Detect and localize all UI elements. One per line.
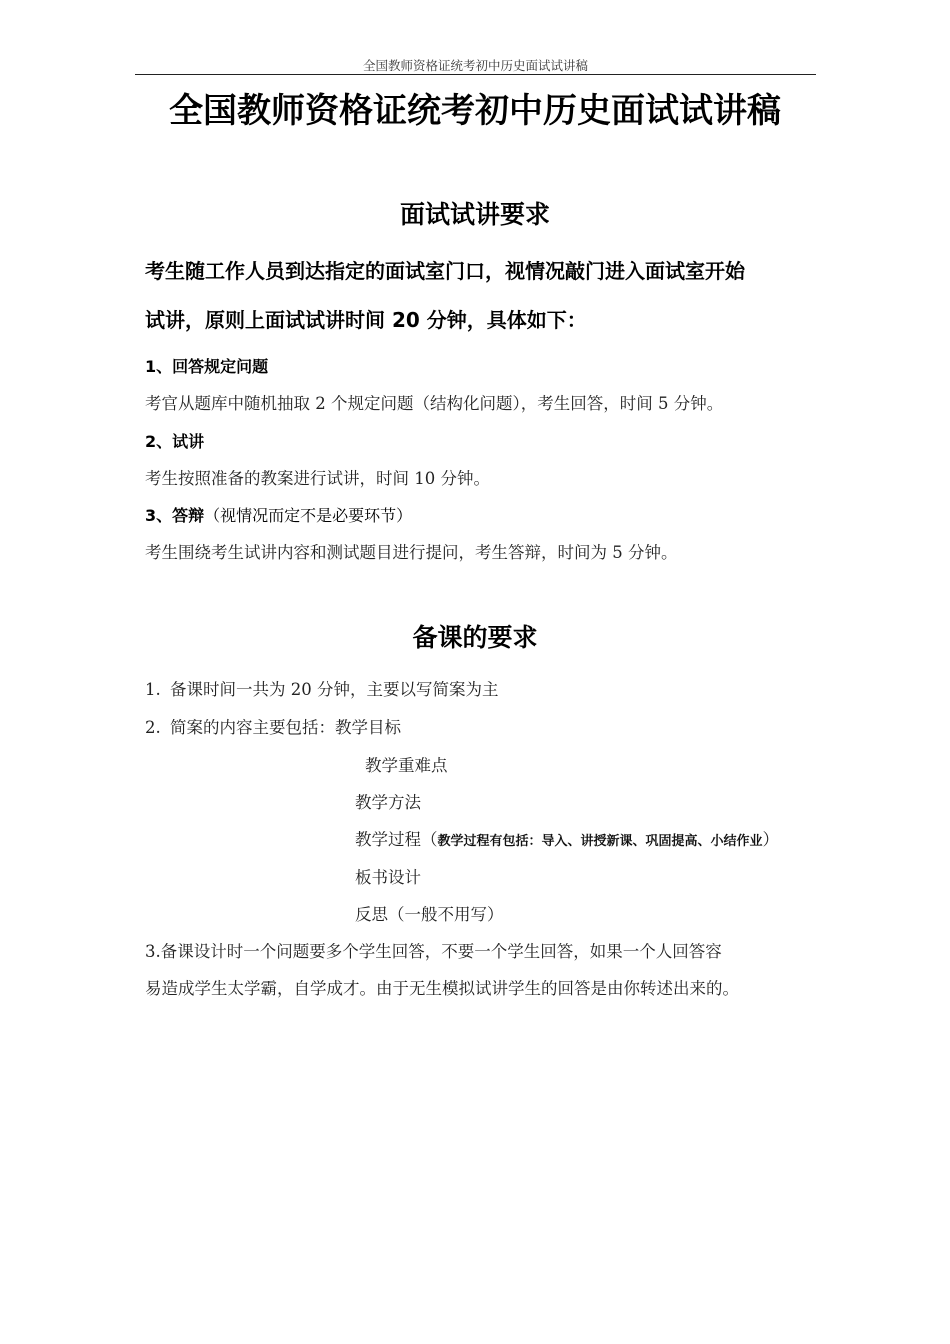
item-text-3: 考生围绕考生试讲内容和测试题目进行提问，考生答辩，时间为 5 分钟。 bbox=[145, 543, 678, 562]
item-heading-3 bbox=[145, 504, 412, 528]
section-heading-interview: 面试试讲要求 bbox=[399, 200, 550, 229]
list-number: 1. bbox=[145, 680, 161, 699]
content-item-process bbox=[355, 828, 779, 854]
process-label: 教学过程（ bbox=[355, 830, 438, 849]
running-header: 全国教师资格证统考初中历史面试试讲稿 bbox=[135, 58, 816, 75]
point-3-line-1: 3.备课设计时一个问题要多个学生回答，不要一个学生回答，如果一个人回答容 bbox=[145, 942, 722, 961]
item-heading-note: （视情况而定不是必要环节） bbox=[204, 506, 413, 525]
list-number: 2. bbox=[145, 718, 161, 737]
item-heading-1 bbox=[145, 355, 268, 379]
list-item-1 bbox=[145, 678, 499, 702]
item-heading-2 bbox=[145, 430, 204, 454]
item-heading-text: 1、回答规定问题 bbox=[145, 357, 269, 376]
item-text-1: 考官从题库中随机抽取 2 个规定问题（结构化问题），考生回答，时间 5 分钟。 bbox=[145, 394, 724, 413]
content-item-difficulty: 教学重难点 bbox=[365, 756, 448, 775]
content-item-reflection: 反思（一般不用写） bbox=[355, 905, 504, 924]
process-note: 教学过程有包括：导入、讲授新课、巩固提高、小结作业 bbox=[437, 834, 763, 849]
list-text: 备课时间一共为 20 分钟，主要以写简案为主 bbox=[170, 680, 499, 699]
intro-line-2: 试讲，原则上面试试讲时间 20 分钟，具体如下： bbox=[145, 308, 587, 332]
list-text: 简案的内容主要包括：教学目标 bbox=[170, 718, 401, 737]
content-item-method: 教学方法 bbox=[355, 793, 421, 812]
item-heading-text: 2、试讲 bbox=[145, 432, 205, 451]
process-close: ） bbox=[762, 830, 780, 849]
item-text-2: 考生按照准备的教案进行试讲，时间 10 分钟。 bbox=[145, 469, 490, 488]
document-title: 全国教师资格证统考初中历史面试试讲稿 bbox=[169, 91, 781, 131]
intro-line-1: 考生随工作人员到达指定的面试室门口，视情况敲门进入面试室开始 bbox=[145, 259, 745, 283]
list-item-2 bbox=[145, 716, 401, 740]
item-heading-text: 3、答辩 bbox=[145, 506, 205, 525]
point-3-line-2: 易造成学生太学霸，自学成才。由于无生模拟试讲学生的回答是由你转述出来的。 bbox=[145, 979, 739, 998]
section-heading-preparation: 备课的要求 bbox=[412, 623, 538, 652]
content-item-board: 板书设计 bbox=[355, 868, 421, 887]
